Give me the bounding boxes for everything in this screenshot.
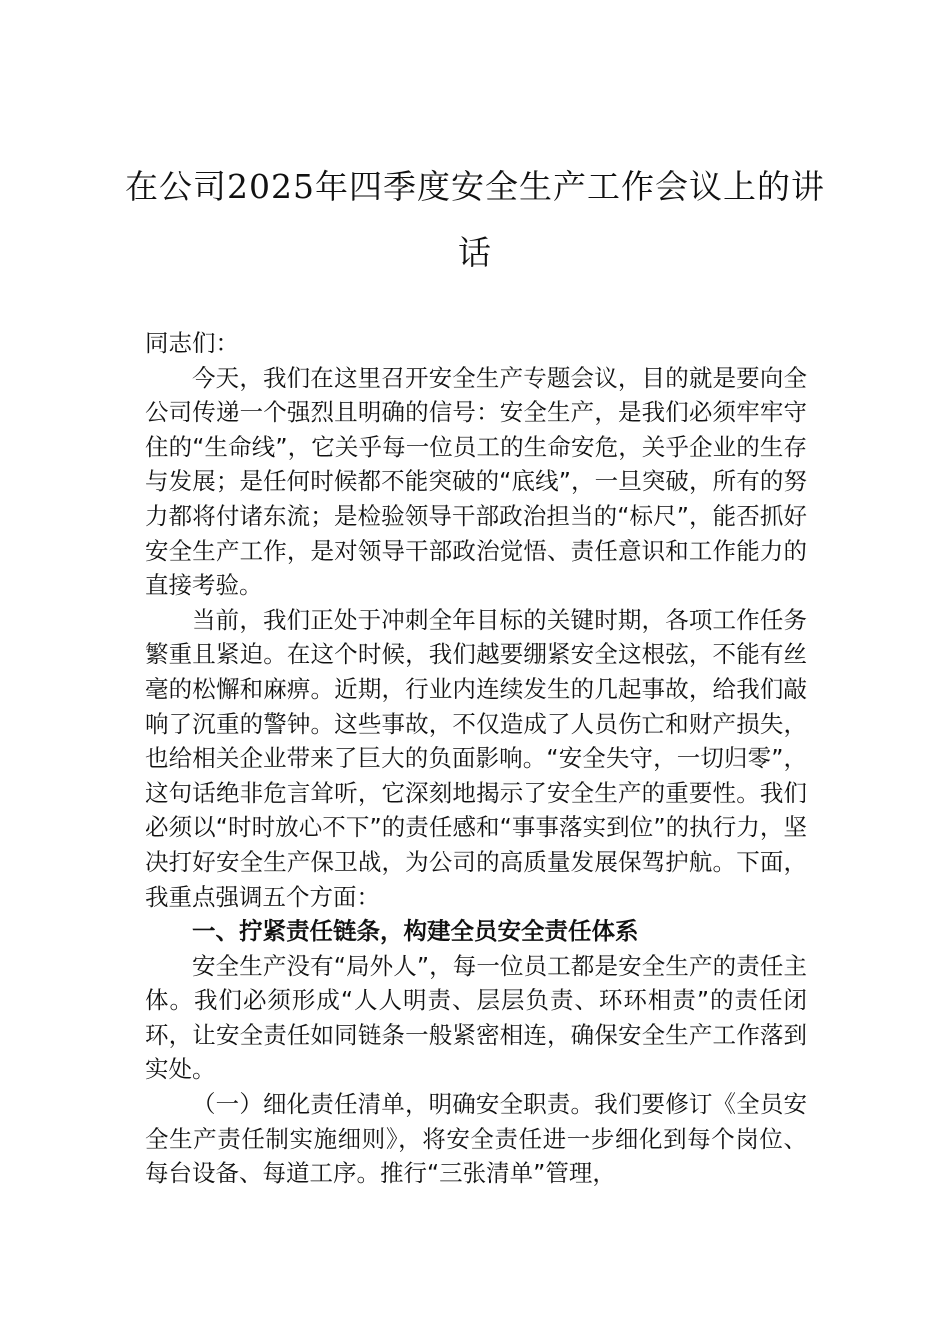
subsection-paragraph: （一）细化责任清单，明确安全职责。我们要修订《全员安全生产责任制实施细则》，将安全责任进一步细化到每个岗位、每台设备、每道工序。推行“三张清单”管理， — [145, 1090, 807, 1188]
salutation: 同志们： — [145, 329, 239, 357]
document-body — [145, 326, 807, 1191]
document-title: 在公司2025年四季度安全生产工作会议上的讲话 — [125, 167, 825, 272]
paragraph-intro: 今天，我们在这里召开安全生产专题会议，目的就是要向全公司传递一个强烈且明确的信号：安全生产，是我们必须牢牢守住的“生命线”，它关乎每一位员工的生命安危，关乎企业的生存与发展；是任何时候都不能突破的“底线”，一旦突破，所有的努力都将付诸东流；是检验领导干部政治担当的“标尺”，能否抓好安全生产工作，是对领导干部政治觉悟、责任意识和工作能力的直接考验。 — [145, 363, 807, 600]
section-heading: 一、拧紧责任链条，构建全员安全责任体系 — [192, 917, 639, 946]
section-paragraph: 安全生产没有“局外人”，每一位员工都是安全生产的责任主体。我们必须形成“人人明责、层层负责、环环相责”的责任闭环，让安全责任如同链条一般紧密相连，确保安全生产工作落到实处。 — [145, 951, 807, 1084]
paragraph-context: 当前，我们正处于冲刺全年目标的关键时期，各项工作任务繁重且紧迫。在这个时候，我们越要绷紧安全这根弦，不能有丝毫的松懈和麻痹。近期，行业内连续发生的几起事故，给我们敲响了沉重的警钟。这些事故，不仅造成了人员伤亡和财产损失，也给相关企业带来了巨大的负面影响。“安全失守，一切归零”，这句话绝非危言耸听，它深刻地揭示了安全生产的重要性。我们必须以“时时放心不下”的责任感和“事事落实到位”的执行力，坚决打好安全生产保卫战，为公司的高质量发展保驾护航。下面，我重点强调五个方面： — [145, 605, 807, 911]
